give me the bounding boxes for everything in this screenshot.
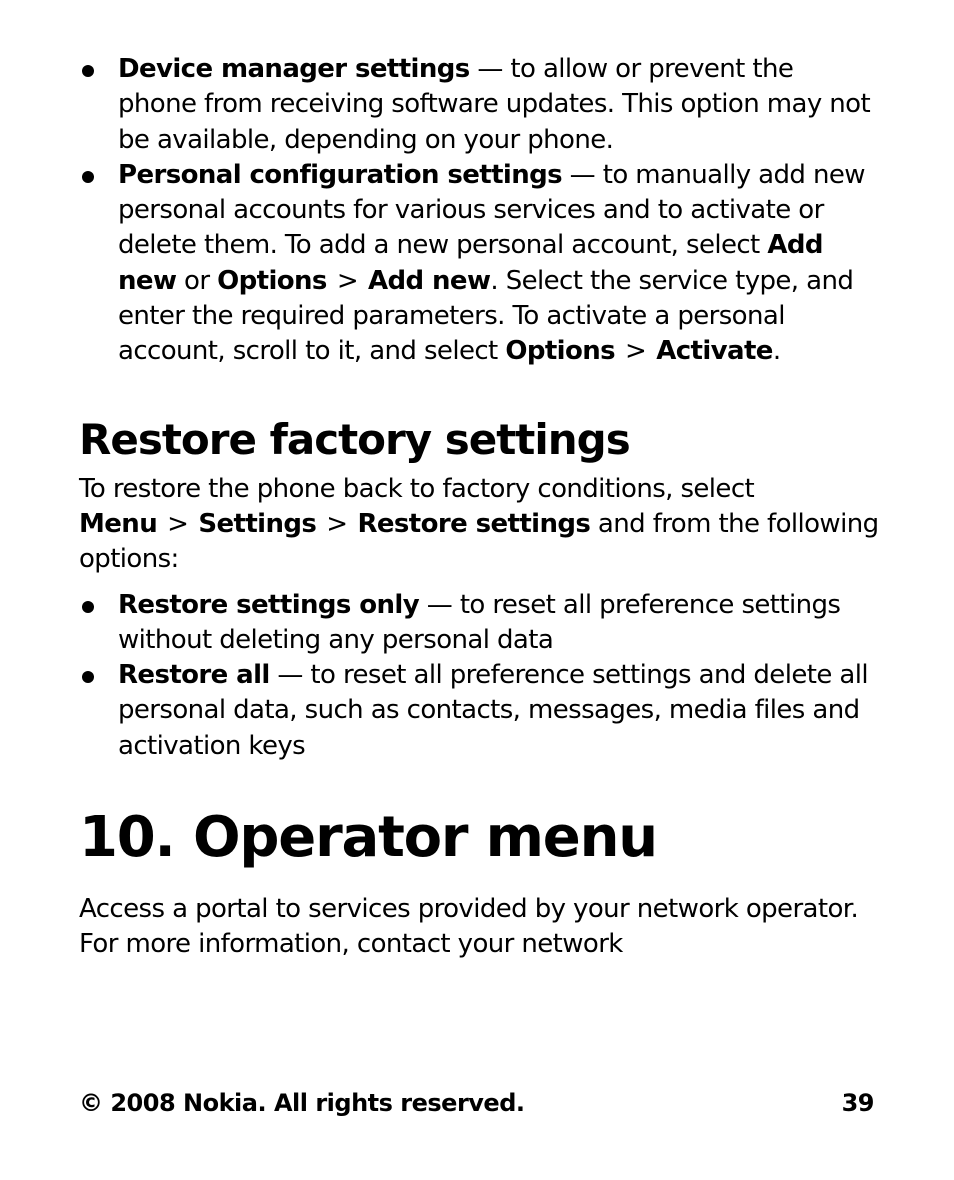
key-options-2: Options xyxy=(505,336,616,367)
page-content xyxy=(79,52,879,963)
path-separator: > xyxy=(326,508,348,539)
restore-options-list xyxy=(79,588,879,764)
item-description: — to reset all preference settings and delete all personal data, such as contacts, messages, media files and activation keys xyxy=(118,660,868,761)
list-item xyxy=(79,158,879,370)
item-description: — to manually add new personal accounts for various services and to activate or delete them. To add a new personal account, select xyxy=(118,159,865,261)
intro-text-cont: and from the following options: xyxy=(79,508,879,575)
path-menu: Menu xyxy=(79,508,158,539)
path-restore-settings: Restore settings xyxy=(357,508,591,539)
page-number: 39 xyxy=(841,1089,874,1117)
copyright: © 2008 Nokia. All rights reserved. xyxy=(79,1089,525,1117)
key-add-new: Add new xyxy=(118,230,823,296)
path-separator: > xyxy=(167,508,189,539)
key-options: Options xyxy=(217,265,327,296)
key-add-new-2: Add new xyxy=(368,265,491,296)
page-footer xyxy=(79,1089,874,1117)
bullet-icon xyxy=(82,601,94,613)
bullet-icon xyxy=(82,671,94,683)
settings-list xyxy=(79,52,879,370)
restore-intro xyxy=(79,472,879,578)
path-separator: > xyxy=(336,265,358,296)
item-description: — to allow or prevent the phone from receiving software updates. This option may not be available, depending on your phone. xyxy=(118,54,871,155)
term-device-manager-settings: Device manager settings xyxy=(118,54,470,84)
item-description-cont: . Select the service type, and enter the required parameters. To activate a personal account, scroll to it, and select xyxy=(118,265,854,367)
term-personal-configuration-settings: Personal configuration settings xyxy=(118,159,563,190)
list-item xyxy=(79,658,879,764)
section-heading-restore: Restore factory settings xyxy=(79,414,630,464)
chapter-body: Access a portal to services provided by your network operator. For more information, contact your network xyxy=(79,894,859,960)
chapter-number: 10. xyxy=(79,805,175,871)
term-restore-all: Restore all xyxy=(118,660,270,691)
sentence-end: . xyxy=(772,336,781,367)
chapter-title: Operator menu xyxy=(193,805,657,871)
term-restore-settings-only: Restore settings only xyxy=(118,589,420,620)
path-separator: > xyxy=(625,336,647,367)
chapter-heading xyxy=(79,804,879,872)
item-description: — to reset all preference settings without deleting any personal data xyxy=(118,589,841,655)
list-item xyxy=(79,588,879,659)
bullet-icon xyxy=(82,65,94,77)
key-activate: Activate xyxy=(656,336,773,367)
bullet-icon xyxy=(82,171,94,183)
list-item xyxy=(79,52,879,158)
intro-text: To restore the phone back to factory conditions, select xyxy=(79,473,755,504)
path-settings: Settings xyxy=(198,508,317,539)
connector-or: or xyxy=(176,265,218,296)
